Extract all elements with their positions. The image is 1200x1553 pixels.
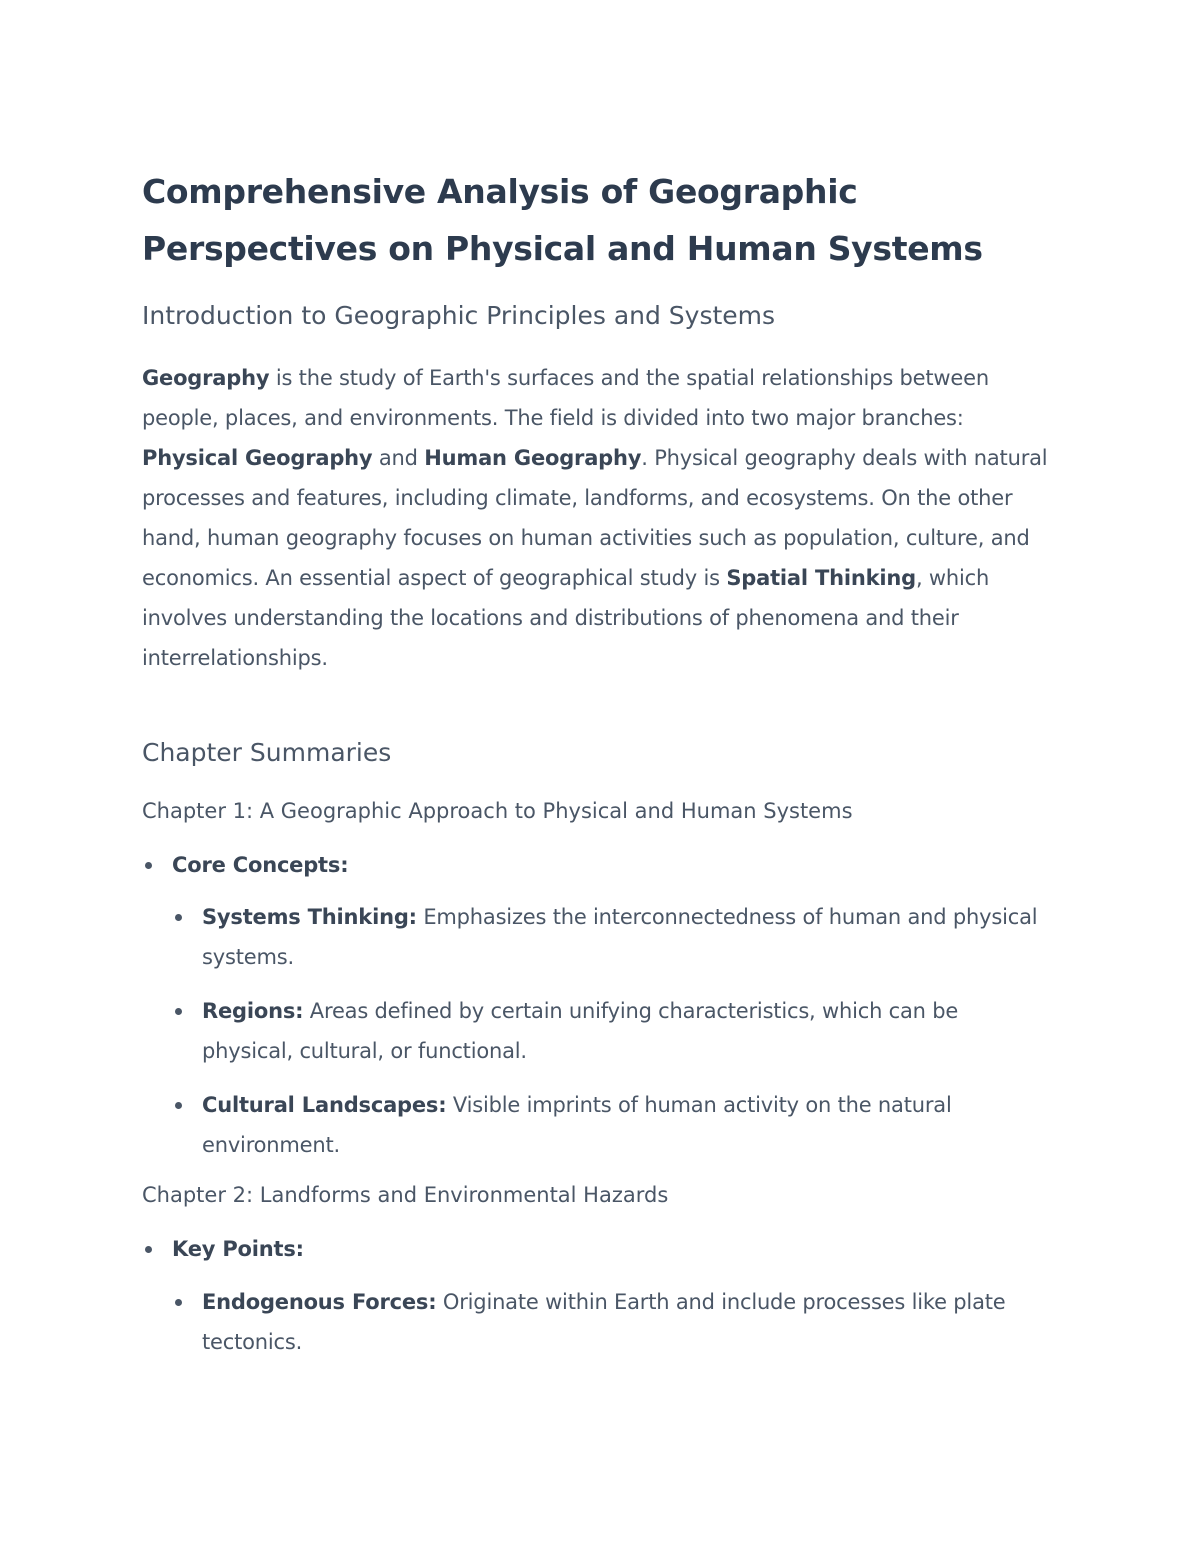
list-item <box>142 845 1052 885</box>
item-term: Systems Thinking: <box>202 905 417 929</box>
item-text: Areas defined by certain unifying characteristics, which can be physical, cultural, or functional. <box>202 999 959 1063</box>
chapter-1-list <box>142 845 1052 885</box>
bullet-icon <box>145 862 152 869</box>
item-term: Cultural Landscapes: <box>202 1093 447 1117</box>
intro-paragraph <box>142 358 1057 678</box>
text-segment: , which involves understanding the locations and distributions of phenomena and their interrelationships. <box>142 566 990 670</box>
intro-heading: Introduction to Geographic Principles and Systems <box>142 301 776 330</box>
bullet-icon <box>175 1102 182 1109</box>
chapter-1-title: Chapter 1: A Geographic Approach to Physical and Human Systems <box>142 799 853 823</box>
term-human-geography: Human Geography <box>424 446 642 470</box>
list-item <box>172 1282 1052 1362</box>
group-label: Core Concepts: <box>172 853 349 877</box>
bullet-icon <box>175 1008 182 1015</box>
document-title: Comprehensive Analysis of Geographic Perspectives on Physical and Human Systems <box>142 172 983 268</box>
chapter-2-list <box>142 1229 1052 1269</box>
group-label: Key Points: <box>172 1237 304 1261</box>
list-item <box>172 991 1052 1071</box>
text-segment: and <box>372 446 425 470</box>
item-term: Endogenous Forces: <box>202 1290 437 1314</box>
list-item <box>172 897 1052 977</box>
text-segment: is the study of Earth's surfaces and the spatial relationships between people, places, and environments. The field is divided into two major branches: <box>142 366 989 430</box>
chapter-1-sublist <box>172 897 1052 1165</box>
item-term: Regions: <box>202 999 304 1023</box>
term-geography: Geography <box>142 366 270 390</box>
bullet-icon <box>175 914 182 921</box>
item-text: Visible imprints of human activity on the natural environment. <box>202 1093 952 1157</box>
chapter-2-sublist <box>172 1282 1052 1362</box>
term-physical-geography: Physical Geography <box>142 446 373 470</box>
list-item <box>172 1085 1052 1165</box>
item-text: Emphasizes the interconnectedness of human and physical systems. <box>202 905 1038 969</box>
chapter-2-title: Chapter 2: Landforms and Environmental Hazards <box>142 1183 669 1207</box>
term-spatial-thinking: Spatial Thinking <box>726 566 916 590</box>
item-text: Originate within Earth and include processes like plate tectonics. <box>202 1290 1006 1354</box>
list-item <box>142 1229 1052 1269</box>
bullet-icon <box>175 1299 182 1306</box>
text-segment: . Physical geography deals with natural processes and features, including climate, landforms, and ecosystems. On the other hand, human geography focuses on human activities such as population, culture, and economics. An essential aspect of geographical study is <box>142 446 1048 590</box>
summaries-heading: Chapter Summaries <box>142 738 392 767</box>
bullet-icon <box>145 1246 152 1253</box>
